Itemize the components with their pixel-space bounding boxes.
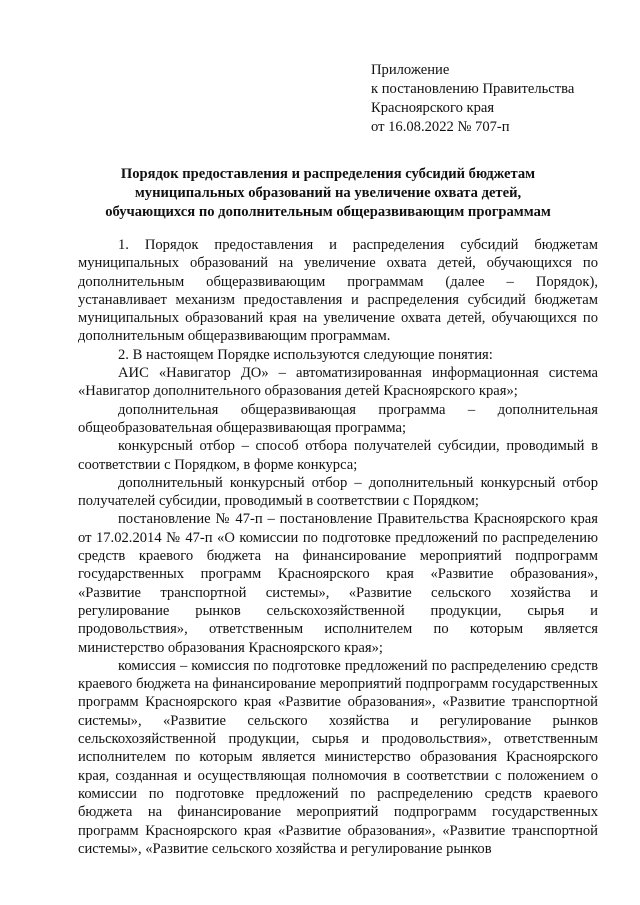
paragraph-ais-definition: АИС «Навигатор ДО» – автоматизированная информационная система «Навигатор дополнительного образования детей Красноярского края»; [78,365,598,400]
document-body [78,236,598,858]
paragraph-additional-selection: дополнительный конкурсный отбор – дополнительный конкурсный отбор получателей субсидии, проводимый в соответствии с Порядком; [78,474,598,510]
paragraph-program-definition: дополнительная общеразвивающая программа – дополнительная общеобразовательная общеразвивающая программа; [78,401,598,436]
paragraph-1: 1. Порядок предоставления и распределения субсидий бюджетам муниципальных образований на увеличение охвата детей, обучающихся по дополнительным общеразвивающим программам (далее – Порядок), устанавливает механизм предоставления и распределения субсидий бюджетам муниципальных образований края на увеличение охвата детей, обучающихся по дополнительным общеразвивающим программам. [78,237,598,345]
appendix-block [371,61,621,137]
appendix-line: Красноярского края [371,100,495,116]
document-title [78,165,578,222]
appendix-line: к постановлению Правительства [371,81,575,97]
appendix-line: от 16.08.2022 № 707-п [371,119,510,135]
paragraph-resolution-47p: постановление № 47-п – постановление Правительства Красноярского края от 17.02.2014 № 47-п «О комиссии по подготовке предложений по распределению средств краевого бюджета на финансирование мероприятий подпрограмм государственных программ Красноярского края «Развитие образования», «Развитие транспортной системы», «Развитие сельского хозяйства и регулирование рынков сельскохозяйственной продукции, сырья и продовольствия», ответственным исполнителем по которым является министерство образования Красноярского края»; [78,511,598,656]
paragraph-competitive-selection: конкурсный отбор – способ отбора получателей субсидии, проводимый в соответствии с Порядком, в форме конкурса; [78,438,598,473]
paragraph-commission: комиссия – комиссия по подготовке предложений по распределению средств краевого бюджета на финансирование мероприятий подпрограмм государственных программ Красноярского края «Развитие образования», «Развитие транспортной системы», «Развитие сельского хозяйства и регулирование рынков сельскохозяйственной продукции, сырья и продовольствия», ответственным исполнителем по которым является министерство образования Красноярского края, созданная и осуществляющая полномочия в соответствии с положением о комиссии по подготовке предложений по распределению средств краевого бюджета на финансирование мероприятий подпрограмм государственных программ Красноярского края «Развитие образования», «Развитие транспортной системы», «Развитие сельского хозяйства и регулирование рынков [78,657,598,857]
title-line: муниципальных образований на увеличение охвата детей, [134,185,522,201]
appendix-line: Приложение [371,62,450,78]
title-line: обучающихся по дополнительным общеразвивающим программам [105,204,551,220]
paragraph-2: 2. В настоящем Порядке используются следующие понятия: [118,346,493,363]
title-line: Порядок предоставления и распределения субсидий бюджетам [120,166,536,182]
